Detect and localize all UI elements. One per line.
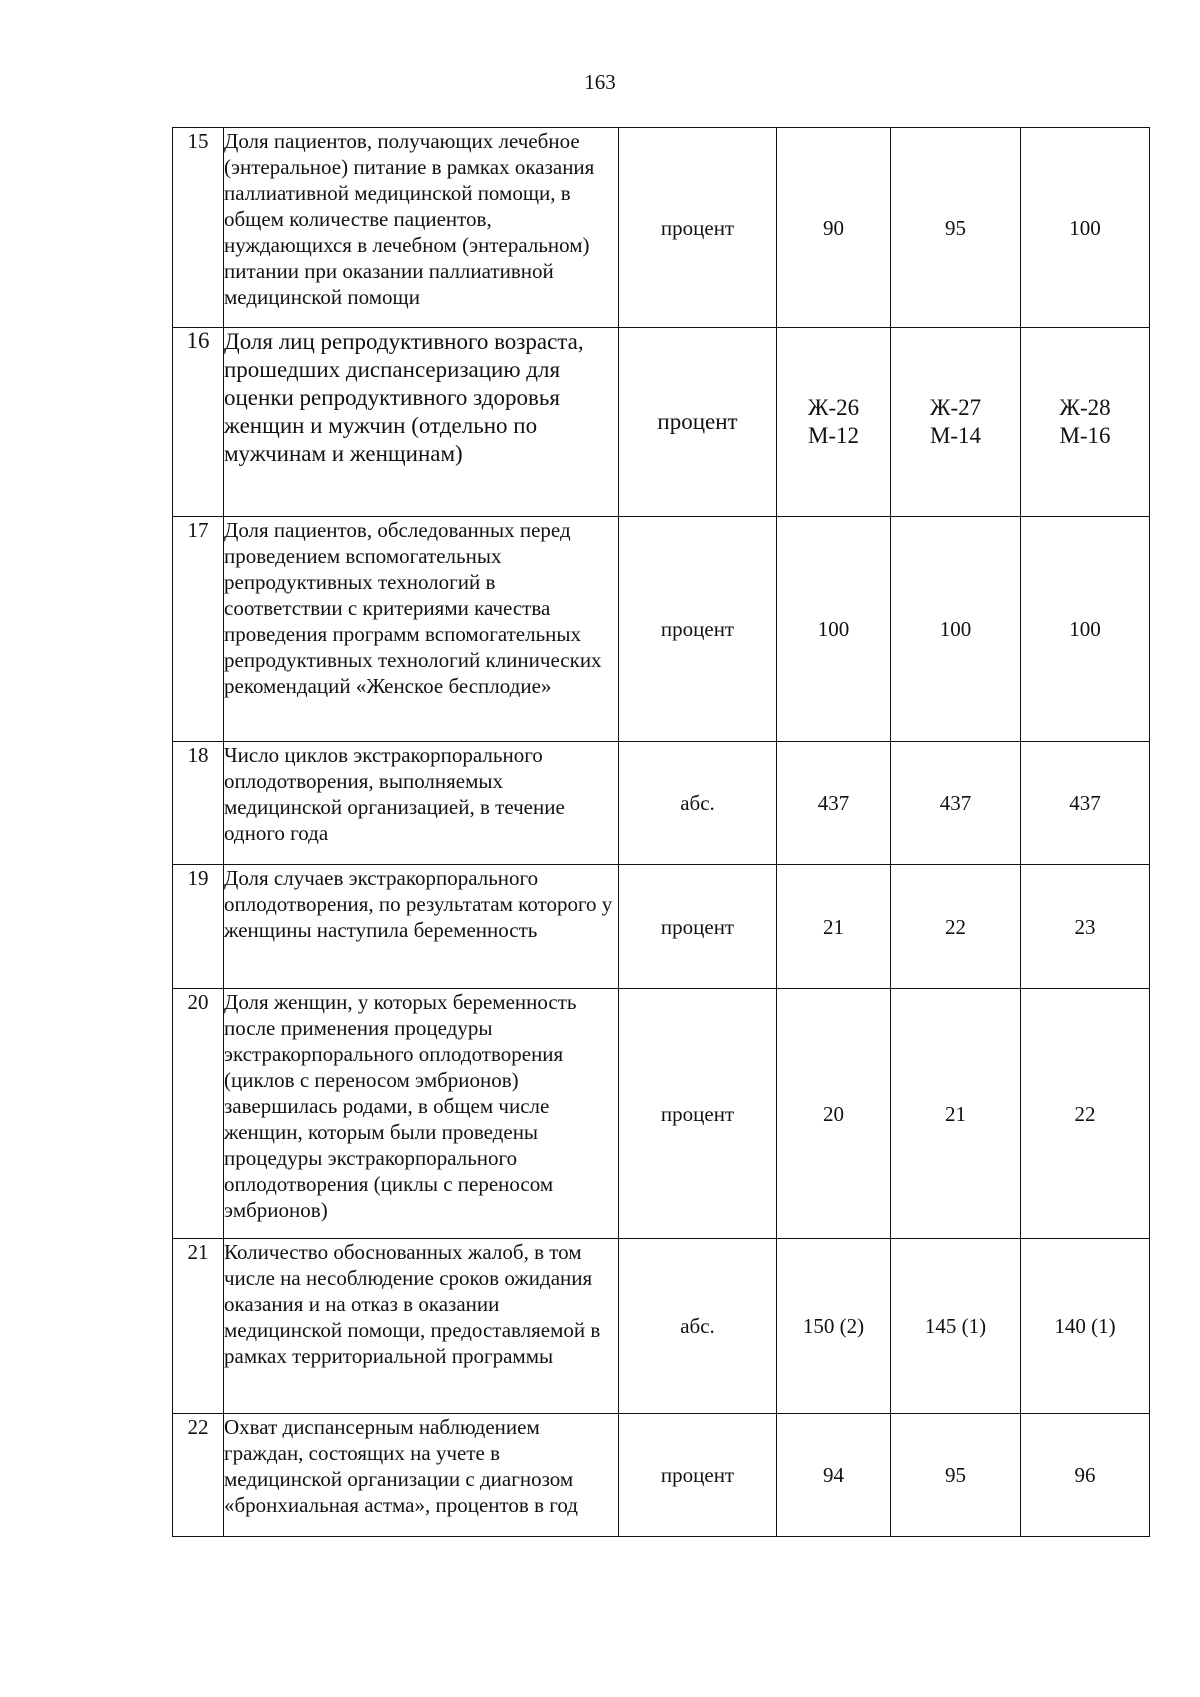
row-number: 18 (173, 742, 224, 865)
value-men: М-16 (1059, 423, 1111, 448)
value-men: М-12 (807, 423, 860, 448)
unit-cell: процент (619, 128, 777, 328)
value-year-2: 95 (891, 1414, 1021, 1537)
row-number: 22 (173, 1414, 224, 1537)
value-year-2: 100 (891, 517, 1021, 742)
indicator-name: Доля случаев экстракорпорального оплодотворения, по результатам которого у женщины наступила беременность (224, 865, 619, 989)
value-year-3: 23 (1021, 865, 1150, 989)
value-year-1: 20 (777, 989, 891, 1239)
value-year-1: 21 (777, 865, 891, 989)
unit-cell: абс. (619, 1239, 777, 1414)
value-year-2: 95 (891, 128, 1021, 328)
value-women: Ж-26 (807, 395, 860, 420)
table-row-15 (173, 128, 1150, 328)
unit-cell: процент (619, 1414, 777, 1537)
value-year-3: 96 (1021, 1414, 1150, 1537)
unit-cell: процент (619, 517, 777, 742)
value-year-3: 22 (1021, 989, 1150, 1239)
row-number: 16 (173, 328, 224, 517)
page-number: 163 (584, 70, 616, 94)
table-row-20 (173, 989, 1150, 1239)
value-year-1: 437 (777, 742, 891, 865)
value-year-2: 22 (891, 865, 1021, 989)
indicator-name: Число циклов экстракорпорального оплодотворения, выполняемых медицинской организацией, в течение одного года (224, 742, 619, 865)
table-row-17 (173, 517, 1150, 742)
value-year-3: 100 (1021, 128, 1150, 328)
value-year-2 (891, 328, 1021, 517)
value-year-1: 90 (777, 128, 891, 328)
row-number: 17 (173, 517, 224, 742)
value-year-3: 140 (1) (1021, 1239, 1150, 1414)
indicator-name: Доля пациентов, обследованных перед проведением вспомогательных репродуктивных технологий в соответствии с критериями качества проведения программ вспомогательных репродуктивных технологий клинических рекомендаций «Женское бесплодие» (224, 517, 619, 742)
row-number: 21 (173, 1239, 224, 1414)
unit-cell: процент (619, 989, 777, 1239)
row-number: 15 (173, 128, 224, 328)
value-year-2: 437 (891, 742, 1021, 865)
indicator-name: Доля лиц репродуктивного возраста, прошедших диспансеризацию для оценки репродуктивного здоровья женщин и мужчин (отдельно по мужчинам и женщинам) (224, 328, 619, 517)
table-row-18 (173, 742, 1150, 865)
value-year-1: 150 (2) (777, 1239, 891, 1414)
unit-cell: абс. (619, 742, 777, 865)
value-year-1 (777, 328, 891, 517)
value-year-3 (1021, 328, 1150, 517)
row-number: 19 (173, 865, 224, 989)
value-women: Ж-28 (1059, 395, 1111, 420)
row-number: 20 (173, 989, 224, 1239)
indicator-name: Количество обоснованных жалоб, в том числе на несоблюдение сроков ожидания оказания и на отказ в оказании медицинской помощи, предоставляемой в рамках территориальной программы (224, 1239, 619, 1414)
value-men: М-14 (929, 423, 982, 448)
value-year-1: 94 (777, 1414, 891, 1537)
indicators-table (172, 127, 1150, 1537)
table-row-19 (173, 865, 1150, 989)
indicator-name: Доля пациентов, получающих лечебное (энтеральное) питание в рамках оказания паллиативной медицинской помощи, в общем количестве пациентов, нуждающихся в лечебном (энтеральном) питании при оказании паллиативной медицинской помощи (224, 128, 619, 328)
table-row-22 (173, 1414, 1150, 1537)
indicator-name: Охват диспансерным наблюдением граждан, состоящих на учете в медицинской организации с диагнозом «бронхиальная астма», процентов в год (224, 1414, 619, 1537)
table-row-16 (173, 328, 1150, 517)
table-row-21 (173, 1239, 1150, 1414)
value-women: Ж-27 (929, 395, 982, 420)
value-year-3: 437 (1021, 742, 1150, 865)
indicator-name: Доля женщин, у которых беременность после применения процедуры экстракорпорального оплодотворения (циклов с переносом эмбрионов) завершилась родами, в общем числе женщин, которым были проведены процедуры экстракорпорального оплодотворения (циклы с переносом эмбрионов) (224, 989, 619, 1239)
unit-cell: процент (619, 328, 777, 517)
unit-cell: процент (619, 865, 777, 989)
value-year-2: 21 (891, 989, 1021, 1239)
value-year-2: 145 (1) (891, 1239, 1021, 1414)
value-year-1: 100 (777, 517, 891, 742)
value-year-3: 100 (1021, 517, 1150, 742)
